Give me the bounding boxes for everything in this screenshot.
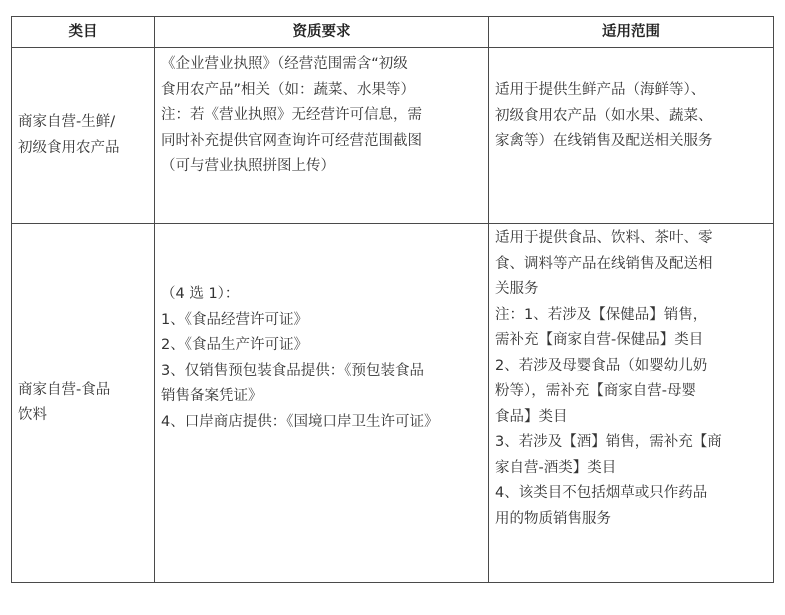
requirements-cell bbox=[155, 224, 489, 583]
requirement-line: 《企业营业执照》（经营范围需含“初级 bbox=[161, 56, 408, 72]
header-scope: 适用范围 bbox=[489, 17, 774, 48]
requirement-line: 同时补充提供官网查询许可经营范围截图 bbox=[161, 132, 422, 149]
requirement-line: 2、《食品生产许可证》 bbox=[161, 337, 308, 353]
scope-line: 3、若涉及【酒】销售，需补充【商 bbox=[495, 434, 722, 450]
requirement-line: （可与营业执照拼图上传） bbox=[161, 158, 335, 174]
scope-line: 关服务 bbox=[495, 281, 539, 297]
requirement-line: 1、《食品经营许可证》 bbox=[161, 311, 308, 328]
scope-line: 用的物质销售服务 bbox=[495, 510, 611, 527]
scope-line: 家禽等）在线销售及配送相关服务 bbox=[495, 133, 713, 149]
category-line: 饮料 bbox=[18, 407, 47, 423]
scope-line: 食品】类目 bbox=[495, 408, 568, 425]
scope-line: 注：1、若涉及【保健品】销售， bbox=[495, 306, 708, 323]
scope-cell bbox=[489, 224, 774, 583]
scope-cell bbox=[489, 48, 774, 224]
category-cell bbox=[12, 224, 155, 583]
scope-line: 2、若涉及母婴食品（如婴幼儿奶 bbox=[495, 357, 708, 374]
requirements-cell bbox=[155, 48, 489, 224]
requirement-line: 销售备案凭证》 bbox=[161, 388, 263, 404]
table-header-row bbox=[12, 17, 774, 48]
table-row bbox=[12, 48, 774, 224]
category-line: 初级食用农产品 bbox=[18, 139, 120, 156]
requirement-line: 食用农产品”相关（如：蔬菜、水果等） bbox=[161, 81, 416, 98]
header-requirements: 资质要求 bbox=[155, 17, 489, 48]
requirement-line: 4、口岸商店提供：《国境口岸卫生许可证》 bbox=[161, 413, 439, 430]
table-row bbox=[12, 224, 774, 583]
category-line: 商家自营-食品 bbox=[18, 381, 111, 398]
requirement-line: 注：若《营业执照》无经营许可信息，需 bbox=[161, 107, 422, 123]
scope-line: 粉等），需补充【商家自营-母婴 bbox=[495, 383, 696, 399]
scope-line: 初级食用农产品（如水果、蔬菜、 bbox=[495, 107, 713, 124]
scope-line: 家自营-酒类】类目 bbox=[495, 459, 617, 476]
category-cell bbox=[12, 48, 155, 224]
header-category: 类目 bbox=[12, 17, 155, 48]
scope-line: 需补充【商家自营-保健品】类目 bbox=[495, 332, 704, 348]
requirement-line: 3、仅销售预包装食品提供：《预包装食品 bbox=[161, 362, 424, 379]
scope-line: 4、该类目不包括烟草或只作药品 bbox=[495, 485, 708, 501]
scope-line: 食、调料等产品在线销售及配送相 bbox=[495, 255, 713, 272]
scope-line: 适用于提供生鲜产品（海鲜等）、 bbox=[495, 82, 706, 98]
scope-line: 适用于提供食品、饮料、茶叶、零 bbox=[495, 230, 713, 246]
category-line: 商家自营-生鲜/ bbox=[18, 114, 116, 130]
requirement-line: （4 选 1）： bbox=[161, 286, 240, 302]
qualification-table bbox=[11, 16, 774, 583]
